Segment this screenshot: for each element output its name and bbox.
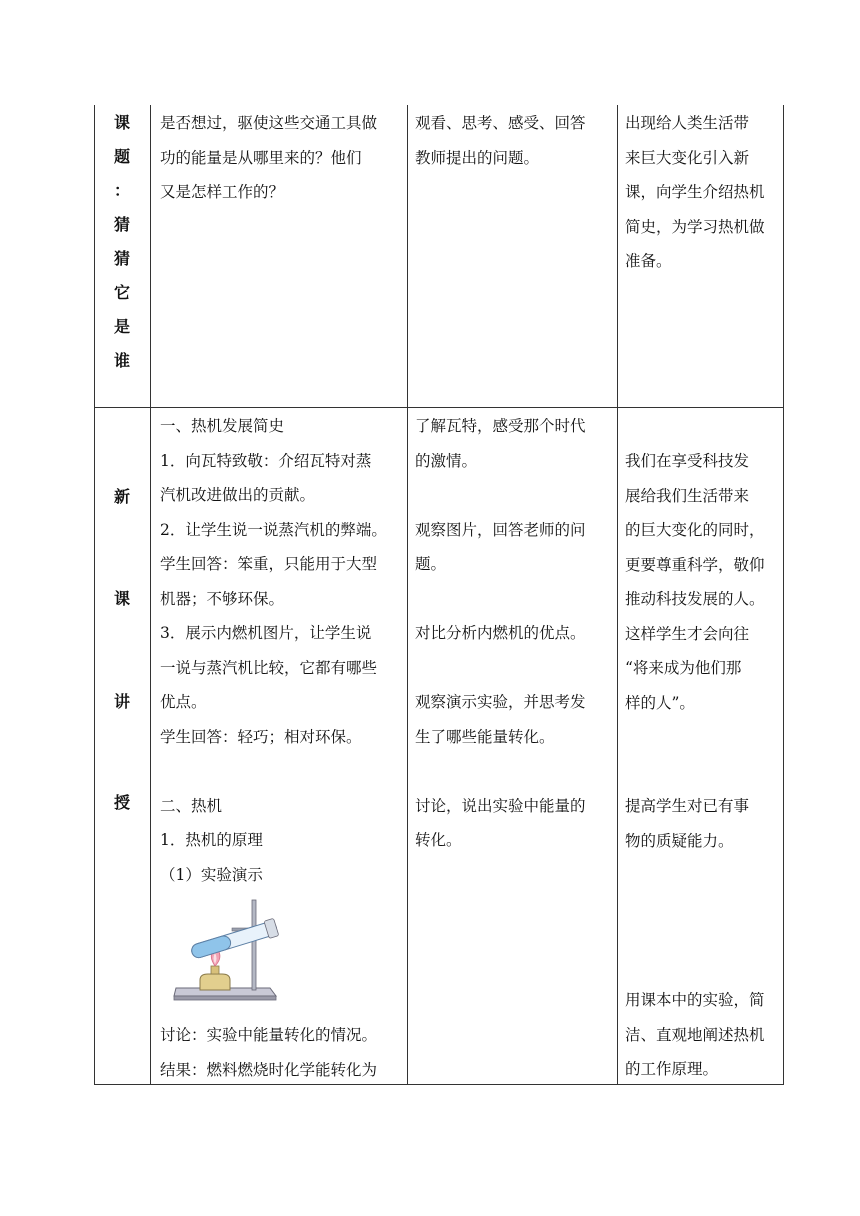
text-line: 了解瓦特，感受那个时代	[415, 417, 586, 435]
text-line: 我们在享受科技发	[625, 452, 750, 470]
table-border-col4	[617, 105, 618, 1085]
text-line: 展给我们生活带来	[625, 486, 750, 505]
row2-title-char: 讲	[113, 692, 130, 711]
row1-design-intent	[625, 106, 777, 279]
text-line: 讨论：实验中能量转化的情况。	[160, 1026, 378, 1044]
text-line: 题。	[415, 555, 447, 573]
row2-title-char: 授	[113, 793, 130, 812]
text-line: 一说与蒸汽机比较，它都有哪些	[160, 658, 378, 677]
text-line: 这样学生才会向往	[625, 624, 750, 643]
row1-title-char: 谁	[113, 351, 130, 370]
experiment-apparatus-illustration	[170, 896, 282, 1004]
text-line: 观察图片，回答老师的问	[415, 520, 586, 539]
text-line: 1．热机的原理	[160, 831, 263, 849]
row1-title-char: 是	[113, 317, 130, 336]
text-line	[625, 755, 777, 790]
text-line: 汽机改进做出的贡献。	[160, 486, 316, 504]
text-line: 优点。	[160, 693, 207, 711]
text-line: 洁、直观地阐述热机	[625, 1025, 765, 1044]
text-line: 观察演示实验，并思考发	[415, 693, 586, 711]
text-line: 1．向瓦特致敬：介绍瓦特对蒸	[160, 451, 372, 470]
text-line: 准备。	[625, 252, 672, 270]
table-border-col3	[407, 105, 408, 1085]
text-line: 的激情。	[415, 451, 478, 470]
text-line: 物的质疑能力。	[625, 831, 734, 850]
row2-title-char: 新	[113, 487, 130, 506]
text-line: 转化。	[415, 831, 462, 849]
text-line: （1）实验演示	[160, 865, 263, 884]
row2-title-char: 课	[113, 589, 130, 608]
text-line: 学生回答：笨重，只能用于大型	[160, 555, 378, 573]
row1-title-char: ：	[113, 181, 130, 200]
text-line	[415, 651, 613, 686]
text-line: 一、热机发展简史	[160, 417, 285, 435]
text-line: 教师提出的问题。	[415, 148, 540, 167]
text-line	[415, 478, 613, 513]
row2-student-activity	[415, 409, 613, 858]
row1-teacher-activity	[160, 106, 402, 210]
text-line	[160, 754, 402, 789]
text-line: 结果：燃料燃烧时化学能转化为	[160, 1060, 378, 1079]
text-line: 的工作原理。	[625, 1060, 719, 1078]
table-row-divider	[94, 407, 784, 408]
text-line: 课，向学生介绍热机	[625, 183, 765, 201]
text-line: 样的人”。	[625, 693, 695, 712]
text-line: 出现给人类生活带	[625, 114, 750, 132]
text-line	[625, 720, 777, 755]
row2-design-intent-bottom	[625, 983, 777, 1087]
row1-title-char: 它	[113, 283, 130, 302]
row2-design-intent	[625, 444, 777, 858]
row1-title-char: 猜	[113, 215, 130, 234]
table-border-right	[783, 105, 784, 1085]
text-line	[415, 582, 613, 617]
text-line: 对比分析内燃机的优点。	[415, 624, 586, 642]
row2-teacher-activity	[160, 409, 402, 892]
text-line: 用课本中的实验，简	[625, 991, 765, 1009]
row1-student-activity	[415, 106, 613, 175]
row1-title-char: 题	[113, 147, 130, 166]
text-line: 提高学生对已有事	[625, 797, 750, 815]
text-line: 机器；不够环保。	[160, 589, 285, 608]
text-line: 更要尊重科学，敬仰	[625, 555, 765, 574]
text-line: 3．展示内燃机图片，让学生说	[160, 624, 372, 642]
text-line: 功的能量是从哪里来的？他们	[160, 148, 362, 167]
text-line: 是否想过，驱使这些交通工具做	[160, 114, 378, 132]
row1-title-char: 猜	[113, 249, 130, 268]
text-line: 观看、思考、感受、回答	[415, 114, 586, 132]
row1-title-char: 课	[113, 113, 130, 132]
text-line: 2．让学生说一说蒸汽机的弊端。	[160, 520, 387, 539]
text-line: 学生回答：轻巧；相对环保。	[160, 727, 362, 746]
text-line: 来巨大变化引入新	[625, 148, 750, 167]
row2-teacher-activity-after-figure	[160, 1018, 402, 1087]
text-line: 又是怎样工作的？	[160, 183, 285, 201]
text-line: 讨论，说出实验中能量的	[415, 796, 586, 815]
table-border-col2	[150, 105, 151, 1085]
text-line: 生了哪些能量转化。	[415, 727, 555, 746]
text-line: 推动科技发展的人。	[625, 590, 765, 608]
text-line: 的巨大变化的同时，	[625, 521, 765, 539]
text-line	[415, 754, 613, 789]
text-line: 简史，为学习热机做	[625, 217, 765, 236]
text-line: 二、热机	[160, 796, 223, 815]
text-line: “将来成为他们那	[625, 659, 742, 677]
